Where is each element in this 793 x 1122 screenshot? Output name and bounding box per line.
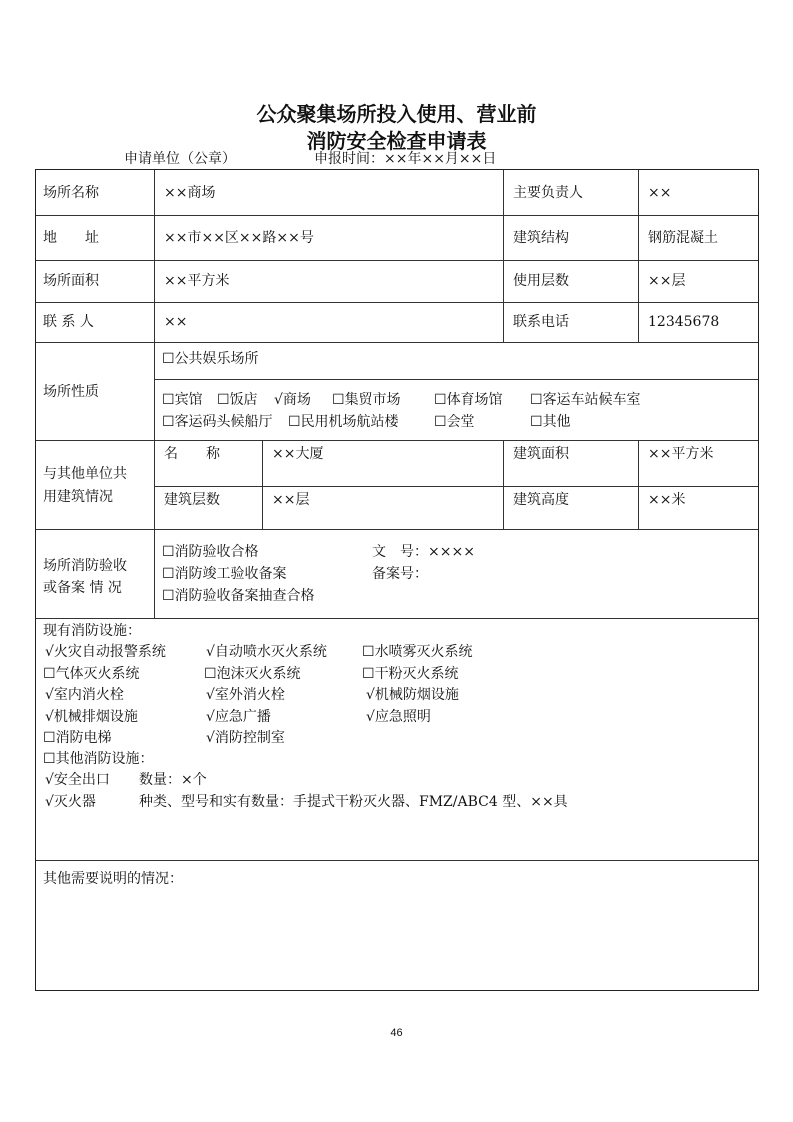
shared-floors-label: 建筑层数: [164, 492, 220, 508]
address-label: 地 址: [43, 230, 99, 246]
venue-name-label: 场所名称: [43, 185, 99, 201]
nature-option-other[interactable]: ☐ 其他: [530, 412, 571, 432]
acceptance-option-passed[interactable]: ☐ 消防验收合格: [162, 542, 259, 562]
form-title-line2: 消防安全检查申请表: [306, 129, 487, 153]
record-number: 备案号：: [372, 566, 428, 582]
facility-fire-elevator[interactable]: ☐ 消防电梯: [43, 728, 112, 748]
facility-gas-extinguishing[interactable]: ☐ 气体灭火系统: [43, 664, 140, 684]
shared-height-value: ××米: [648, 492, 686, 508]
shared-name-label: 名 称: [164, 446, 220, 462]
nature-option-bus-station[interactable]: ☐ 客运车站候车室: [530, 390, 641, 410]
facility-foam-extinguishing[interactable]: ☐ 泡沫灭火系统: [204, 664, 301, 684]
shared-height-label: 建筑高度: [513, 492, 569, 508]
report-time: 申报时间：××年××月××日: [314, 151, 497, 167]
acceptance-label-1: 场所消防验收: [43, 558, 127, 574]
nature-option-stadium[interactable]: ☐ 体育场馆: [434, 390, 503, 410]
facilities-header: 现有消防设施：: [43, 623, 141, 639]
page-number: 46: [390, 1027, 403, 1039]
column-divider: [262, 440, 263, 529]
facility-dry-powder[interactable]: ☐ 干粉灭火系统: [362, 664, 459, 684]
facility-sprinkler[interactable]: √ 自动喷水灭火系统: [206, 642, 327, 662]
doc-number: 文 号：××××: [372, 544, 475, 560]
contact-value: ××: [164, 314, 188, 330]
phone-label: 联系电话: [513, 314, 569, 330]
column-divider: [154, 170, 155, 618]
facility-water-mist[interactable]: ☐ 水喷雾灭火系统: [362, 642, 473, 662]
applicant-label: 申请单位（公章）: [124, 151, 236, 167]
nature-option-hotel[interactable]: ☐ 宾馆: [162, 390, 203, 410]
facility-extinguisher[interactable]: √ 灭火器: [45, 792, 96, 812]
application-form-table: [35, 169, 759, 991]
acceptance-option-filed[interactable]: ☐ 消防竣工验收备案: [162, 564, 287, 584]
row-divider: [36, 342, 758, 343]
extinguisher-detail: 种类、型号和实有数量：手提式干粉灭火器、FMZ/ABC4 型、××具: [139, 794, 568, 810]
other-notes-label: 其他需要说明的情况：: [43, 871, 183, 887]
column-divider: [638, 440, 639, 529]
nature-option-ferry-terminal[interactable]: ☐ 客运码头候船厅: [162, 412, 273, 432]
facility-fire-alarm[interactable]: √ 火灾自动报警系统: [45, 642, 166, 662]
nature-option-restaurant[interactable]: ☐ 饭店: [217, 390, 258, 410]
floors-value: ××层: [648, 273, 686, 289]
acceptance-label-2: 或备案 情 况: [43, 580, 122, 596]
principal-label: 主要负责人: [513, 185, 583, 201]
contact-label: 联 系 人: [43, 314, 94, 330]
safety-exit-quantity: 数量：×个: [139, 772, 207, 788]
area-label: 场所面积: [43, 273, 99, 289]
shared-floors-value: ××层: [272, 492, 310, 508]
facility-control-room[interactable]: √ 消防控制室: [206, 728, 285, 748]
structure-label: 建筑结构: [513, 230, 569, 246]
row-divider: [36, 440, 758, 441]
area-value: ××平方米: [164, 273, 230, 289]
facility-other[interactable]: ☐ 其他消防设施：: [43, 749, 154, 769]
facility-safety-exit[interactable]: √ 安全出口: [45, 770, 110, 790]
facility-emergency-broadcast[interactable]: √ 应急广播: [206, 707, 271, 727]
acceptance-option-spot-check[interactable]: ☐ 消防验收备案抽查合格: [162, 586, 315, 606]
facility-smoke-prevention[interactable]: √ 机械防烟设施: [366, 685, 459, 705]
nature-option-auditorium[interactable]: ☐ 会堂: [434, 412, 475, 432]
shared-area-label: 建筑面积: [513, 446, 569, 462]
venue-name-value: ××商场: [164, 185, 216, 201]
column-divider: [503, 170, 504, 342]
shared-name-value: ××大厦: [272, 446, 324, 462]
nature-option-public-entertainment[interactable]: ☐ 公共娱乐场所: [162, 349, 259, 369]
facility-smoke-exhaust[interactable]: √ 机械排烟设施: [45, 707, 138, 727]
row-divider: [36, 215, 758, 216]
structure-value: 钢筋混凝土: [648, 230, 718, 246]
nature-option-mall[interactable]: √ 商场: [274, 390, 311, 410]
address-value: ××市××区××路××号: [164, 230, 314, 246]
facility-indoor-hydrant[interactable]: √ 室内消火栓: [45, 685, 124, 705]
nature-option-airport[interactable]: ☐ 民用机场航站楼: [288, 412, 399, 432]
row-divider: [36, 618, 758, 619]
facility-outdoor-hydrant[interactable]: √ 室外消火栓: [206, 685, 285, 705]
column-divider: [638, 170, 639, 342]
nature-option-market[interactable]: ☐ 集贸市场: [332, 390, 401, 410]
phone-value: 12345678: [648, 314, 720, 330]
row-divider: [36, 860, 758, 861]
facility-emergency-lighting[interactable]: √ 应急照明: [366, 707, 431, 727]
row-divider: [36, 302, 758, 303]
venue-nature-label: 场所性质: [43, 384, 99, 400]
row-divider: [154, 379, 758, 380]
floors-label: 使用层数: [513, 273, 569, 289]
shared-building-label-1: 与其他单位共: [43, 466, 127, 482]
principal-value: ××: [648, 185, 672, 201]
form-title-line1: 公众聚集场所投入使用、营业前: [256, 102, 537, 126]
shared-area-value: ××平方米: [648, 446, 714, 462]
row-divider: [154, 486, 758, 487]
shared-building-label-2: 用建筑情况: [43, 489, 113, 505]
column-divider: [503, 440, 504, 529]
row-divider: [36, 260, 758, 261]
row-divider: [36, 529, 758, 530]
